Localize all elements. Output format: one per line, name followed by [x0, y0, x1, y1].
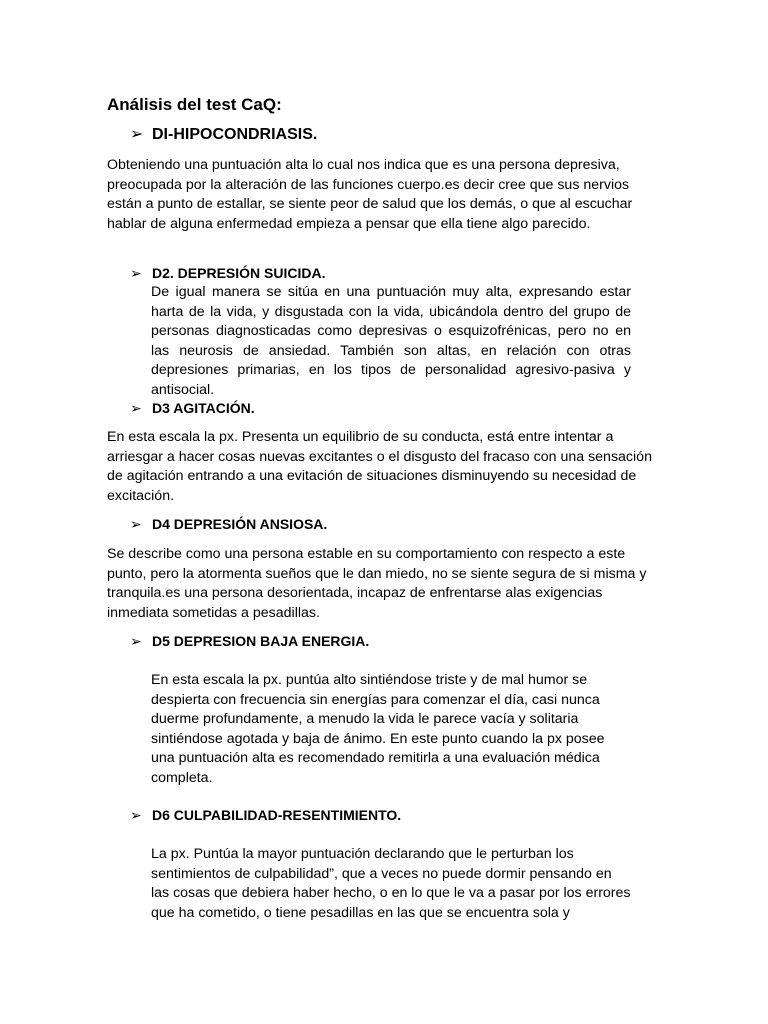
arrow-bullet-icon: ➢ — [130, 633, 142, 649]
section-text-depresion-suicida: De igual manera se sitúa en una puntuación muy alta, expresando estar harta de la vida, y disgustada con la vida, ubicándola dentro del grupo de personas diagnosticadas como depresivas o esquizofrénicas, pero no en las neurosis de ansiedad. También son altas, en relación con otras depresiones primarias, en los tipos de personalidad agresivo-pasiva y antisocial. — [151, 284, 631, 398]
section-heading-depresion-suicida — [130, 263, 325, 283]
arrow-bullet-icon: ➢ — [130, 807, 142, 823]
section-heading-baja-energia — [130, 631, 369, 651]
document-title: Análisis del test CaQ: — [107, 95, 282, 114]
section-text-baja-energia: En esta escala la px. puntúa alto sintiéndose triste y de mal humor se despierta con frecuencia sin energías para comenzar el día, casi nunca duerme profundamente, a menudo la vida le parece vacía y solitaria sintiéndose agotada y baja de ánimo. En este punto cuando la px posee una puntuación alta es recomendado remitirla a una evaluación médica completa. — [151, 672, 605, 786]
heading-label: D2. DEPRESIÓN SUICIDA. — [152, 265, 326, 281]
heading-label: D6 CULPABILIDAD-RESENTIMIENTO. — [152, 807, 402, 823]
arrow-bullet-icon: ➢ — [130, 126, 144, 143]
section-text-depresion-ansiosa: Se describe como una persona estable en su comportamiento con respecto a este punto, pero la atormenta sueños que le dan miedo, no se siente segura de si misma y tranquila.es una persona desorientada, incapaz de enfrentarse alas exigencias inmediata sometidas a pesadillas. — [107, 546, 647, 621]
heading-label: DI-HIPOCONDRIASIS. — [152, 126, 318, 143]
heading-label: D3 AGITACIÓN. — [152, 400, 255, 416]
heading-label: D5 DEPRESION BAJA ENERGIA. — [152, 633, 370, 649]
section-text-culpabilidad: La px. Puntúa la mayor puntuación declarando que le perturban los sentimientos de culpabilidad”, que a veces no puede dormir pensando en las cosas que debiera haber hecho, o en lo que le va a pasar por los errores que ha cometido, o tiene pesadillas en las que se encuentra sola y — [151, 846, 631, 921]
section-heading-culpabilidad — [130, 805, 401, 825]
arrow-bullet-icon: ➢ — [130, 516, 142, 532]
heading-label: D4 DEPRESIÓN ANSIOSA. — [152, 516, 328, 532]
section-heading-agitacion — [130, 398, 255, 418]
section-text-agitacion: En esta escala la px. Presenta un equilibrio de su conducta, está entre intentar a arriesgar a hacer cosas nuevas excitantes o el disgusto del fracaso con una sensación de agitación entrando a una evitación de situaciones disminuyendo su necesidad de excitación. — [107, 429, 652, 504]
arrow-bullet-icon: ➢ — [130, 400, 142, 416]
section-heading-hipocondriasis — [130, 124, 317, 146]
arrow-bullet-icon: ➢ — [130, 265, 142, 281]
section-text-hipocondriasis: Obteniendo una puntuación alta lo cual nos indica que es una persona depresiva, preocupada por la alteración de las funciones cuerpo.es decir cree que sus nervios están a punto de estallar, se siente peor de salud que los demás, o que al escuchar hablar de alguna enfermedad empieza a pensar que ella tiene algo parecido. — [107, 157, 633, 232]
section-heading-depresion-ansiosa — [130, 514, 327, 534]
